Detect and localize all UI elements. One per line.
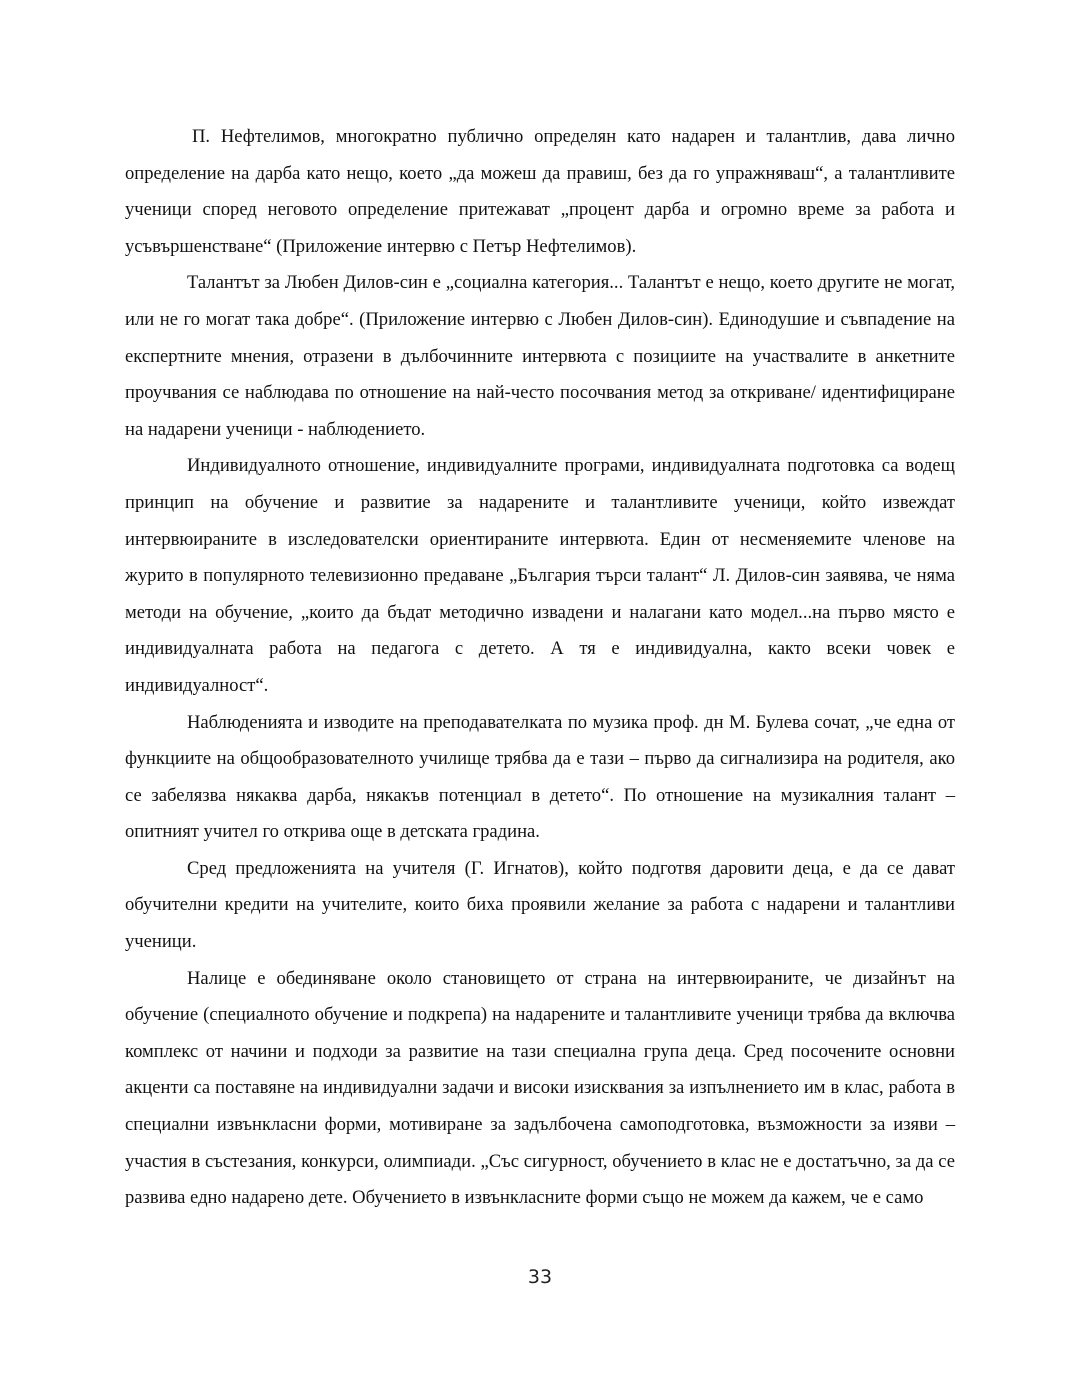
paragraph-ignatov: Сред предложенията на учителя (Г. Игнатов), който подготвя даровити деца, е да се дават обучителни кредити на учителите, които биха проявили желание за работа с надарени и талантливи ученици.	[125, 857, 955, 953]
paragraph-dilov-talent: Талантът за Любен Дилов-син е „социална категория... Талантът е нещо, което другите не могат, или не го могат така добре“. (Приложение интервю с Любен Дилов-син). Единодушие и съвпадение на експертните мнения, отразени в дълбочинните интервюта с позициите на участвалите в анкетните проучвания се наблюдава по отношение на най-често посочвания метод за откриване/ идентифициране на надарени ученици - наблюдението.	[125, 272, 955, 440]
page-number: 33	[527, 1266, 553, 1288]
paragraph-buleva: Наблюденията и изводите на преподавателката по музика проф. дн М. Булева сочат, „че една от функциите на общообразователното училище трябва да е тази – първо да сигнализира на родителя, ако се забелязва някаква дарба, някакъв потенциал в детето“. По отношение на музикалния талант – опитният учител го открива още в детската градина.	[125, 711, 955, 843]
paragraph-individual-approach: Индивидуалното отношение, индивидуалните програми, индивидуалната подготовка са водещ принцип на обучение и развитие за надарените и талантливите ученици, който извеждат интервюираните в изследователски ориентираните интервюта. Един от несменяемите членове на журито в популярното телевизионно предаване „България търси талант“ Л. Дилов-син заявява, че няма методи на обучение, „които да бъдат методично извадени и налагани като модел...на първо място е индивидуалната работа на педагога с детето. А тя е индивидуална, както всеки човек е индивидуалност“.	[125, 455, 955, 696]
body-text	[125, 119, 955, 1217]
paragraph-training-design: Налице е обединяване около становището от страна на интервюираните, че дизайнът на обучение (специалното обучение и подкрепа) на надарените и талантливите ученици трябва да включва комплекс от начини и подходи за развитие на тази специална група деца. Сред посочените основни акценти са поставяне на индивидуални задачи и високи изисквания за изпълнението им в клас, работа в специални извънкласни форми, мотивиране за задълбочена самоподготовка, възможности за изяви – участия в състезания, конкурси, олимпиади. „Със сигурност, обучението в клас не е достатъчно, за да се развива едно надарено дете. Обучението в извънкласните форми също не можем да кажем, че е само	[125, 967, 955, 1209]
paragraph-neftelimov: П. Нефтелимов, многократно публично определян като надарен и талантлив, дава лично определение на дарба като нещо, което „да можеш да правиш, без да го упражняваш“, а талантливите ученици според неговото определение притежават „процент дарба и огромно време за работа и усъвършенстване“ (Приложение интервю с Петър Нефтелимов).	[125, 126, 955, 257]
